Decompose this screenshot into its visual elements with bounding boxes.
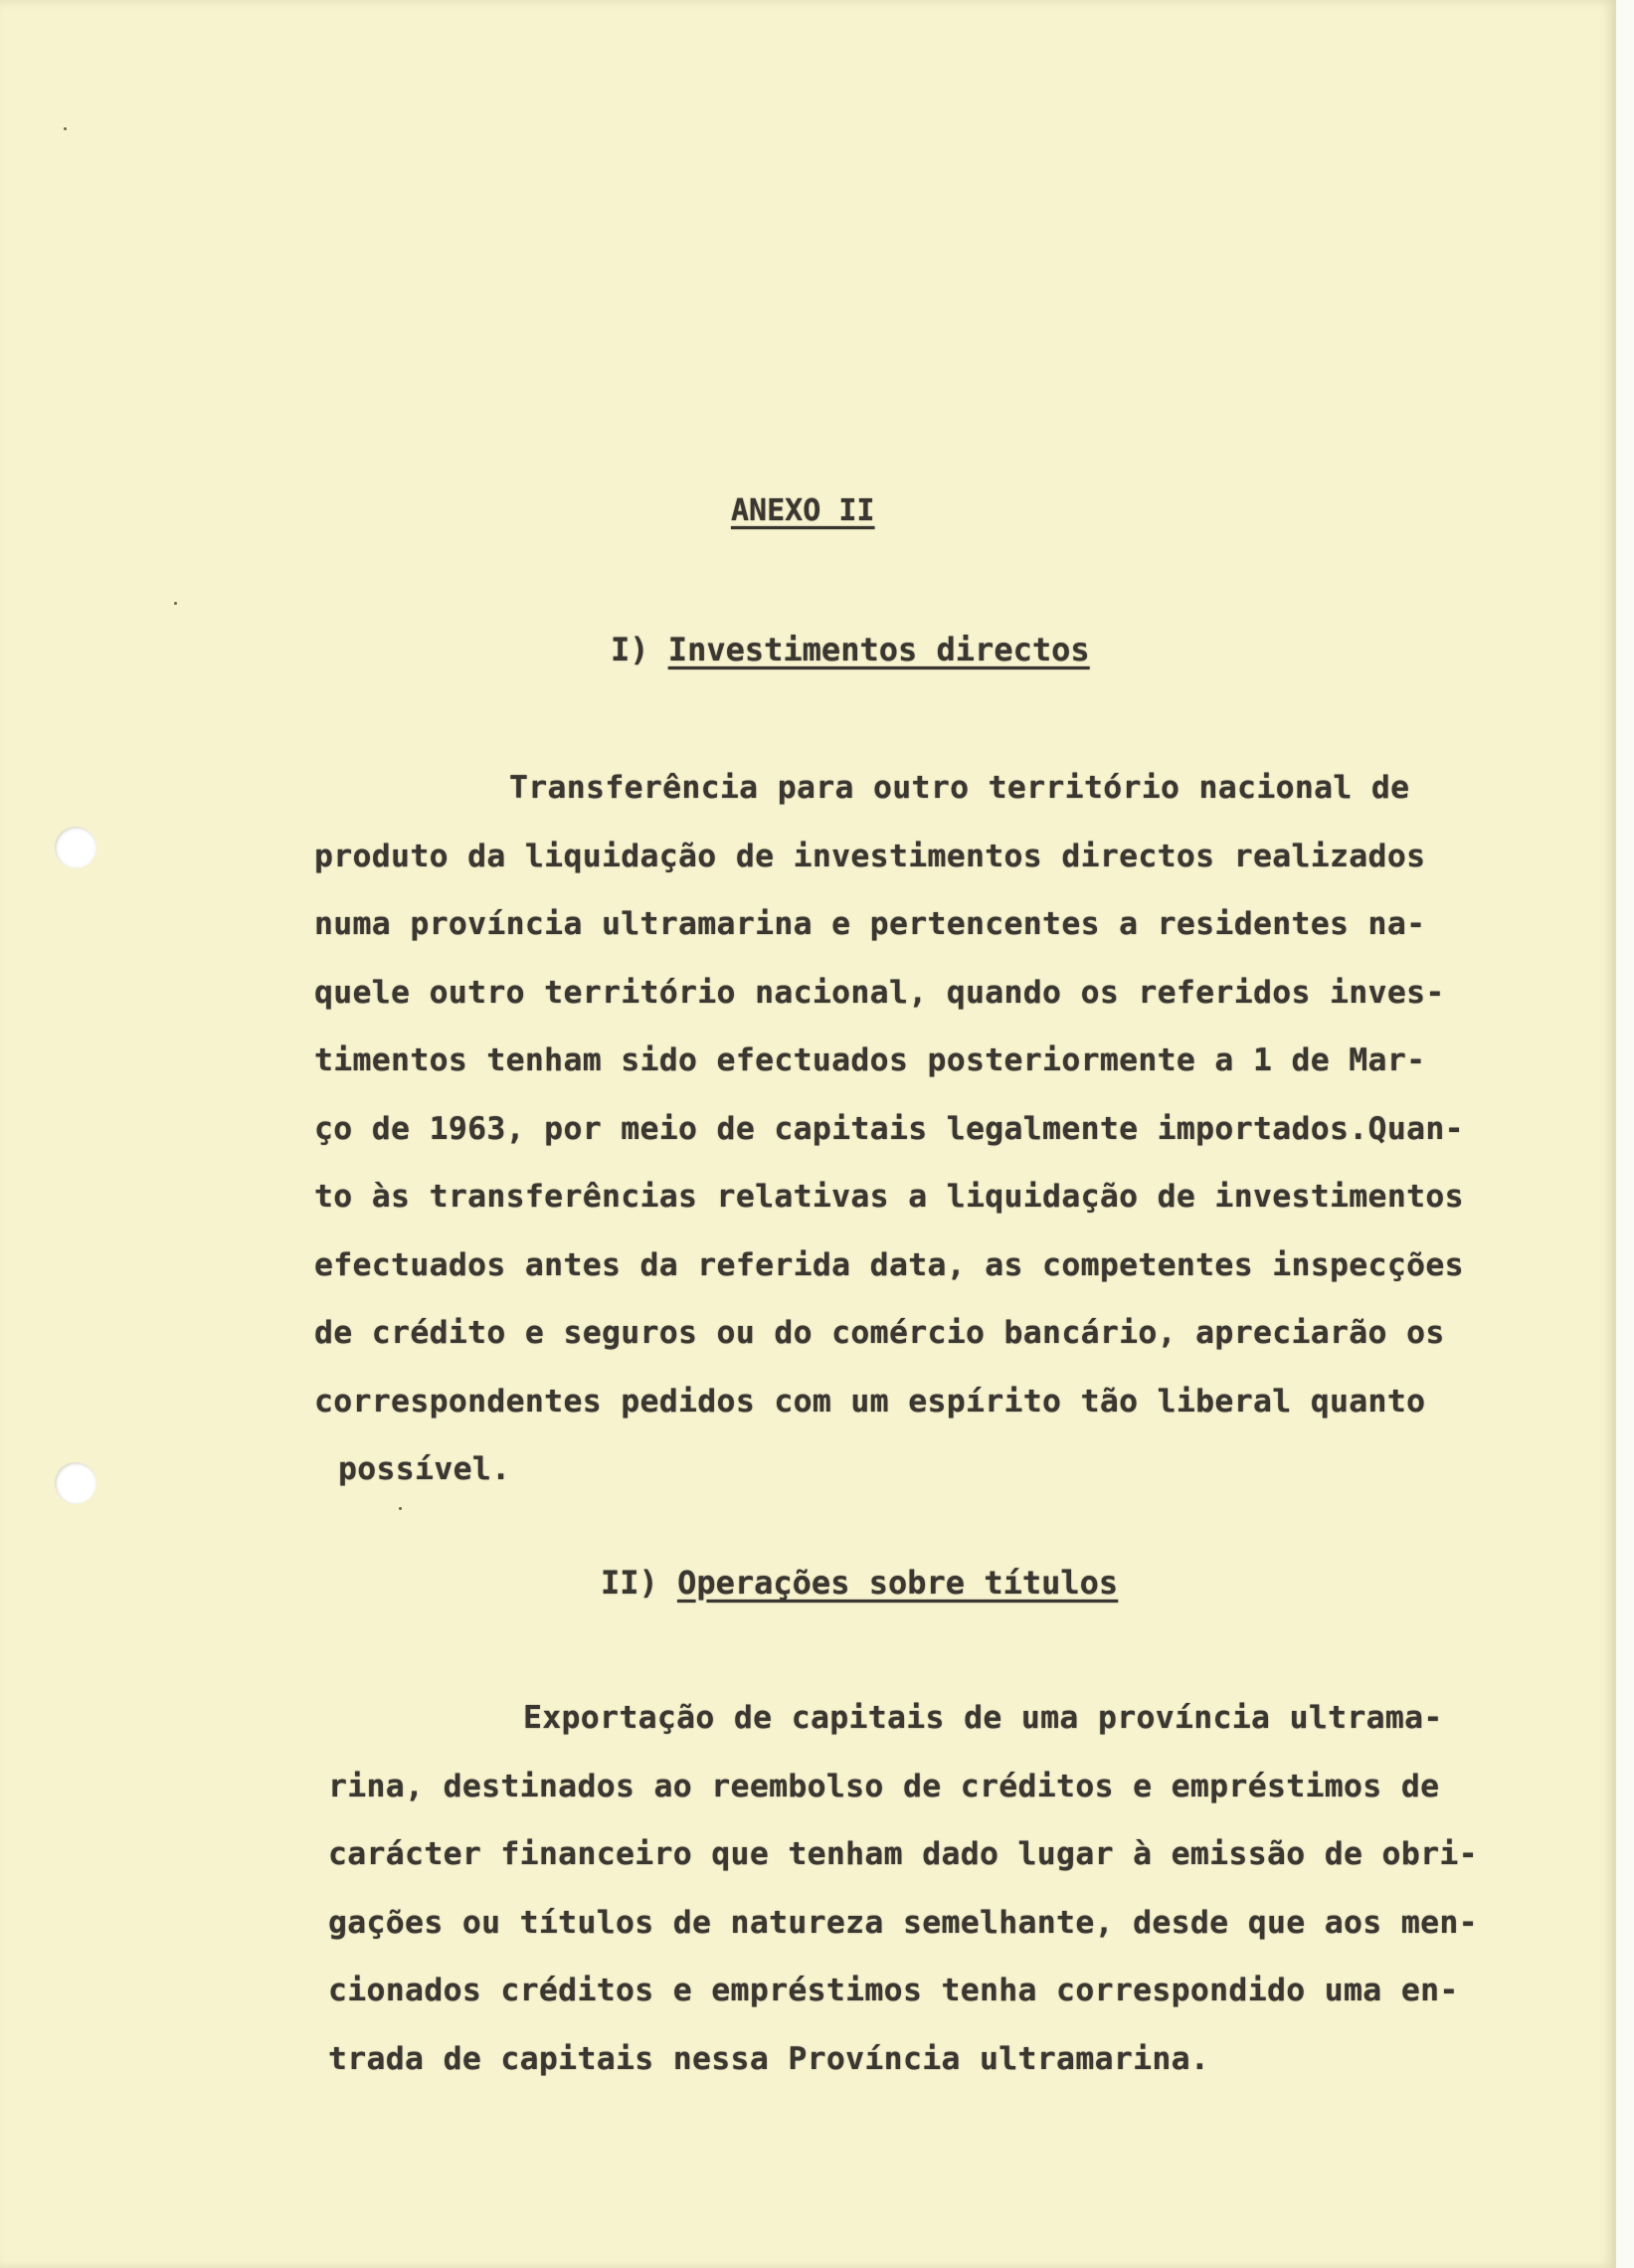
paragraph-line: possível.: [338, 1451, 511, 1487]
paragraph-line: quele outro território nacional, quando os referidos inves-: [314, 974, 1445, 1011]
paragraph-line: de crédito e seguros ou do comércio bancário, apreciarão os: [314, 1315, 1445, 1351]
paragraph-line: carácter financeiro que tenham dado lugar à emissão de obri-: [328, 1836, 1478, 1872]
paper-speck: [399, 1507, 402, 1510]
section-number: I): [611, 631, 649, 668]
section-heading-operacoes: [601, 1564, 1118, 1602]
punch-hole-bottom: [55, 1462, 96, 1504]
section-paragraph-operacoes: [328, 1684, 1478, 2093]
paragraph-line: numa província ultramarina e pertencentes a residentes na-: [314, 906, 1426, 942]
punch-hole-top: [55, 827, 96, 868]
paragraph-line: produto da liquidação de investimentos directos realizados: [314, 838, 1426, 874]
paragraph-line: ço de 1963, por meio de capitais legalmente importados.Quan-: [314, 1110, 1464, 1147]
section-heading-investimentos: [611, 631, 1090, 668]
paragraph-line: cionados créditos e empréstimos tenha correspondido uma en-: [328, 1973, 1459, 2008]
paper-speck: [174, 602, 177, 605]
section-number: II): [601, 1564, 658, 1602]
paragraph-line: trada de capitais nessa Província ultramarina.: [328, 2040, 1210, 2077]
paragraph-line: Transferência para outro território nacional de: [509, 770, 1410, 806]
section-title: Operações sobre títulos: [677, 1564, 1119, 1602]
paper-speck: [64, 127, 67, 130]
paragraph-line: correspondentes pedidos com um espírito tão liberal quanto: [314, 1383, 1426, 1419]
section-title: Investimentos directos: [667, 631, 1090, 668]
annex-title: ANEXO II: [731, 493, 875, 528]
paragraph-line: timentos tenham sido efectuados posteriormente a 1 de Mar-: [314, 1042, 1426, 1078]
scan-edge-strip: [1616, 0, 1634, 2268]
paragraph-line: gações ou títulos de natureza semelhante, desde que aos men-: [328, 1904, 1478, 1941]
paragraph-line: to às transferências relativas a liquidação de investimentos: [314, 1179, 1464, 1215]
paragraph-line: efectuados antes da referida data, as competentes inspecções: [314, 1246, 1464, 1283]
paragraph-line: rina, destinados ao reembolso de créditos e empréstimos de: [328, 1768, 1440, 1804]
section-paragraph-investimentos: [314, 754, 1464, 1504]
paragraph-line: Exportação de capitais de uma província ultrama-: [523, 1700, 1443, 1736]
